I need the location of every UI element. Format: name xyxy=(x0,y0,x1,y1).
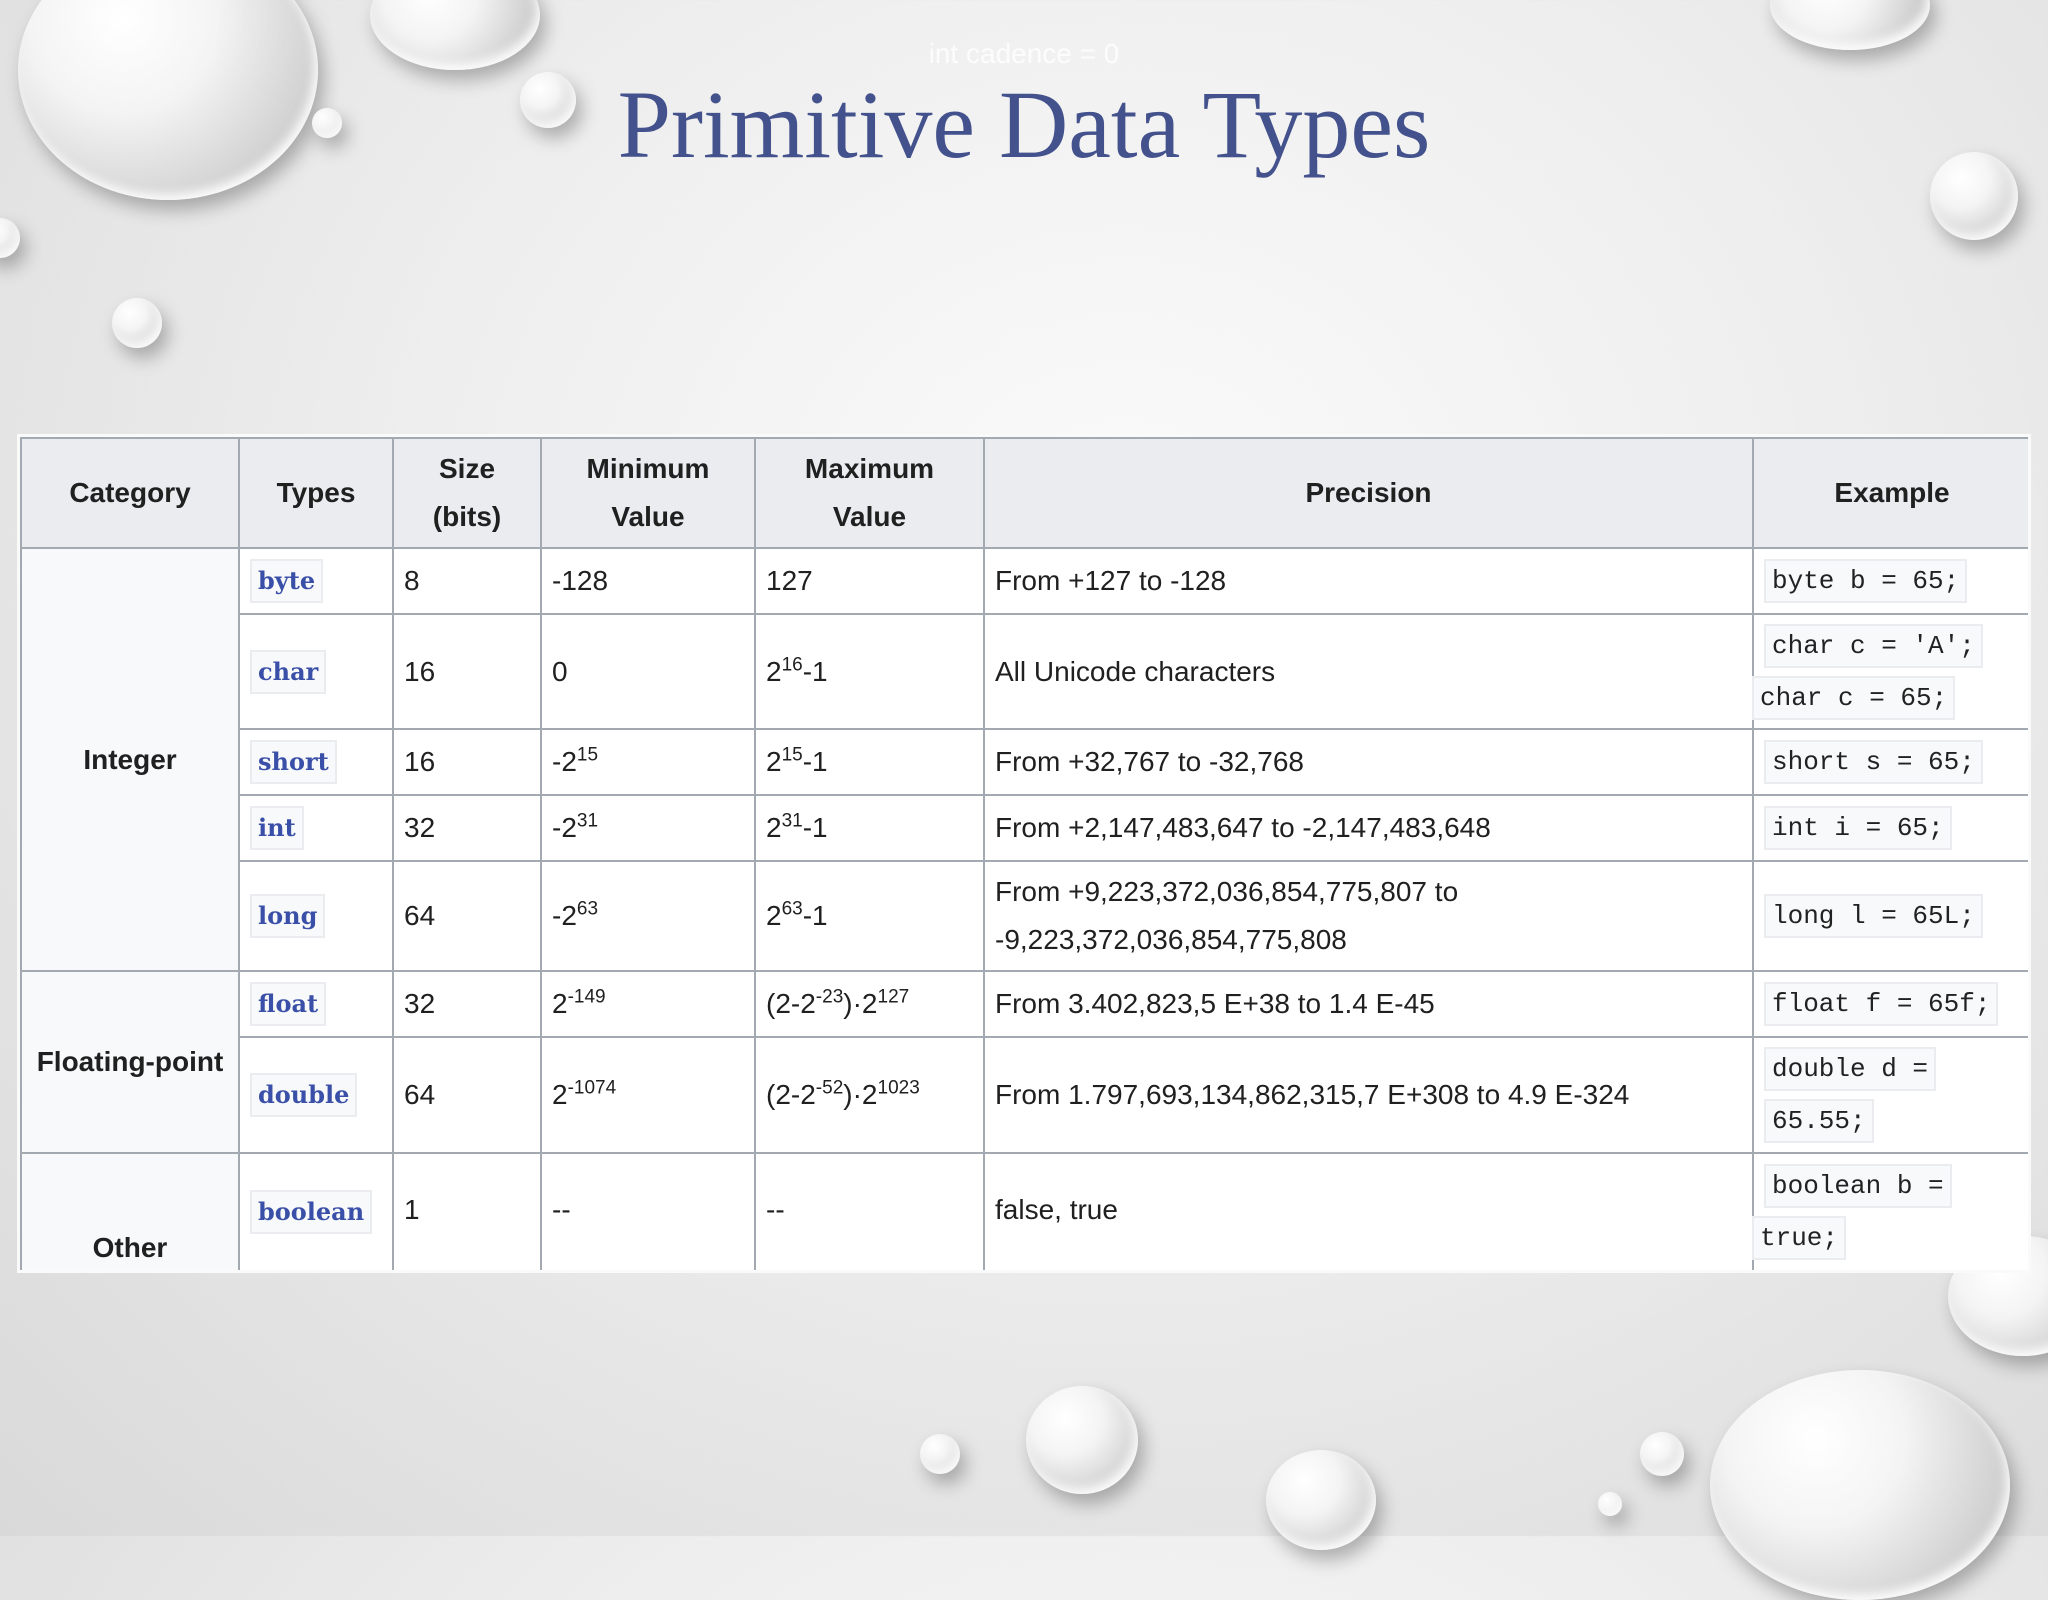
max-tail: -1 xyxy=(802,812,828,843)
max-cell xyxy=(755,861,984,971)
max-part-a: (2-2 xyxy=(766,1079,816,1110)
data-types-table xyxy=(20,437,2028,1270)
min-cell xyxy=(541,971,755,1037)
size-cell: 32 xyxy=(393,971,541,1037)
max-exponent-b: 1023 xyxy=(877,1077,920,1099)
type-keyword: boolean xyxy=(250,1190,372,1234)
precision-cell: From +127 to -128 xyxy=(984,548,1753,614)
max-base: 2 xyxy=(766,812,782,843)
type-cell xyxy=(239,614,393,729)
precision-cell: From 1.797,693,134,862,315,7 E+308 to 4.9 E-324 xyxy=(984,1037,1753,1153)
min-cell: -128 xyxy=(541,548,755,614)
type-cell xyxy=(239,1153,393,1270)
min-exponent: 15 xyxy=(576,744,599,766)
table-row xyxy=(21,614,2028,729)
min-cell xyxy=(541,795,755,861)
max-tail: -1 xyxy=(802,655,828,687)
max-exponent-a: -52 xyxy=(815,1077,844,1099)
type-cell xyxy=(239,548,393,614)
max-base: 2 xyxy=(766,900,782,931)
header-size xyxy=(393,438,541,548)
min-base: -2 xyxy=(552,746,577,777)
header-max-line2: Value xyxy=(832,501,907,532)
water-drop xyxy=(112,298,162,348)
example-cell xyxy=(1753,861,2028,971)
max-exponent: 15 xyxy=(781,744,803,766)
max-part-b: )·2 xyxy=(843,988,878,1019)
header-max xyxy=(755,438,984,548)
precision-cell xyxy=(984,861,1753,971)
min-exponent: -149 xyxy=(567,986,606,1008)
header-row xyxy=(21,438,2028,548)
example-cell xyxy=(1753,614,2028,729)
min-exponent: 63 xyxy=(576,898,599,920)
water-drop xyxy=(0,218,20,258)
max-exponent: 31 xyxy=(781,810,803,832)
category-other: Other xyxy=(21,1153,239,1270)
category-floating-point: Floating-point xyxy=(21,971,239,1153)
table-row xyxy=(21,729,2028,795)
water-drop xyxy=(1710,1370,2010,1600)
type-keyword: double xyxy=(250,1073,357,1117)
example-cell xyxy=(1753,729,2028,795)
min-cell: -- xyxy=(541,1153,755,1270)
size-cell: 64 xyxy=(393,861,541,971)
data-types-table-container xyxy=(20,437,2028,1270)
type-cell xyxy=(239,729,393,795)
type-cell xyxy=(239,861,393,971)
precision-line1: From +9,223,372,036,854,775,807 to xyxy=(995,876,1459,907)
example-code: short s = 65; xyxy=(1764,740,1983,784)
min-base: 2 xyxy=(552,988,568,1019)
size-cell: 64 xyxy=(393,1037,541,1153)
precision-cell: From 3.402,823,5 E+38 to 1.4 E-45 xyxy=(984,971,1753,1037)
water-drop xyxy=(1026,1386,1138,1494)
faint-overlay-text: int cadence = 0 xyxy=(928,38,1120,69)
max-exponent-b: 127 xyxy=(877,986,910,1008)
example-code: int i = 65; xyxy=(1764,806,1952,850)
example-code: 65.55; xyxy=(1764,1099,1874,1143)
example-code: true; xyxy=(1752,1216,1846,1260)
max-cell xyxy=(755,729,984,795)
size-cell: 16 xyxy=(393,729,541,795)
header-precision: Precision xyxy=(984,438,1753,548)
min-exponent: 31 xyxy=(576,810,599,832)
max-base: 2 xyxy=(766,655,782,687)
water-drop xyxy=(1640,1432,1684,1476)
size-cell: 32 xyxy=(393,795,541,861)
page-title: Primitive Data Types xyxy=(617,71,1431,178)
max-cell: -- xyxy=(755,1153,984,1270)
precision-cell: From +32,767 to -32,768 xyxy=(984,729,1753,795)
type-keyword: short xyxy=(250,740,337,784)
example-code: byte b = 65; xyxy=(1764,559,1967,603)
min-cell xyxy=(541,1037,755,1153)
type-keyword: byte xyxy=(250,559,323,603)
header-max-line1: Maximum xyxy=(804,453,935,484)
example-cell xyxy=(1753,1153,2028,1270)
type-cell xyxy=(239,795,393,861)
type-keyword: long xyxy=(250,894,325,938)
min-base: -2 xyxy=(552,812,577,843)
example-code: char c = 65; xyxy=(1752,676,1955,720)
table-row xyxy=(21,1153,2028,1270)
max-base: 2 xyxy=(766,746,782,777)
header-min-line2: Value xyxy=(611,501,685,532)
table-row xyxy=(21,548,2028,614)
header-min xyxy=(541,438,755,548)
precision-line2: -9,223,372,036,854,775,808 xyxy=(995,924,1347,955)
header-size-line1: Size xyxy=(438,453,496,484)
category-integer: Integer xyxy=(21,548,239,971)
table-row xyxy=(21,971,2028,1037)
type-cell xyxy=(239,1037,393,1153)
min-cell xyxy=(541,861,755,971)
header-size-line2: (bits) xyxy=(432,501,502,532)
example-cell xyxy=(1753,971,2028,1037)
max-exponent-a: -23 xyxy=(815,986,844,1008)
max-cell xyxy=(755,614,984,729)
max-tail: -1 xyxy=(802,900,828,931)
max-exponent: 16 xyxy=(781,654,803,676)
type-keyword: char xyxy=(250,650,326,694)
min-cell xyxy=(541,729,755,795)
example-code: long l = 65L; xyxy=(1764,894,1983,938)
water-drop xyxy=(920,1434,960,1474)
table-row xyxy=(21,795,2028,861)
max-part-b: )·2 xyxy=(843,1079,878,1110)
size-cell: 8 xyxy=(393,548,541,614)
type-keyword: int xyxy=(250,806,304,850)
example-cell xyxy=(1753,1037,2028,1153)
example-cell xyxy=(1753,548,2028,614)
header-example: Example xyxy=(1753,438,2028,548)
max-cell: 127 xyxy=(755,548,984,614)
size-cell: 16 xyxy=(393,614,541,729)
table-row xyxy=(21,861,2028,971)
header-min-line1: Minimum xyxy=(586,453,710,484)
precision-cell: All Unicode characters xyxy=(984,614,1753,729)
min-cell: 0 xyxy=(541,614,755,729)
header-types: Types xyxy=(239,438,393,548)
max-cell xyxy=(755,795,984,861)
max-part-a: (2-2 xyxy=(766,988,816,1019)
example-code: double d = xyxy=(1764,1047,1936,1091)
example-code: char c = 'A'; xyxy=(1764,624,1983,668)
type-keyword: float xyxy=(250,982,326,1026)
max-exponent: 63 xyxy=(781,898,803,920)
min-base: -2 xyxy=(552,900,577,931)
header-category: Category xyxy=(21,438,239,548)
min-base: 2 xyxy=(552,1079,568,1110)
precision-cell: From +2,147,483,647 to -2,147,483,648 xyxy=(984,795,1753,861)
table-row xyxy=(21,1037,2028,1153)
min-exponent: -1074 xyxy=(567,1077,617,1099)
max-cell xyxy=(755,1037,984,1153)
example-cell xyxy=(1753,795,2028,861)
size-cell: 1 xyxy=(393,1153,541,1270)
max-cell xyxy=(755,971,984,1037)
water-drop xyxy=(1598,1492,1622,1516)
example-code: float f = 65f; xyxy=(1764,982,1998,1026)
precision-cell: false, true xyxy=(984,1153,1753,1270)
max-tail: -1 xyxy=(802,746,828,777)
example-code: boolean b = xyxy=(1764,1164,1952,1208)
water-drop xyxy=(1266,1450,1376,1550)
type-cell xyxy=(239,971,393,1037)
